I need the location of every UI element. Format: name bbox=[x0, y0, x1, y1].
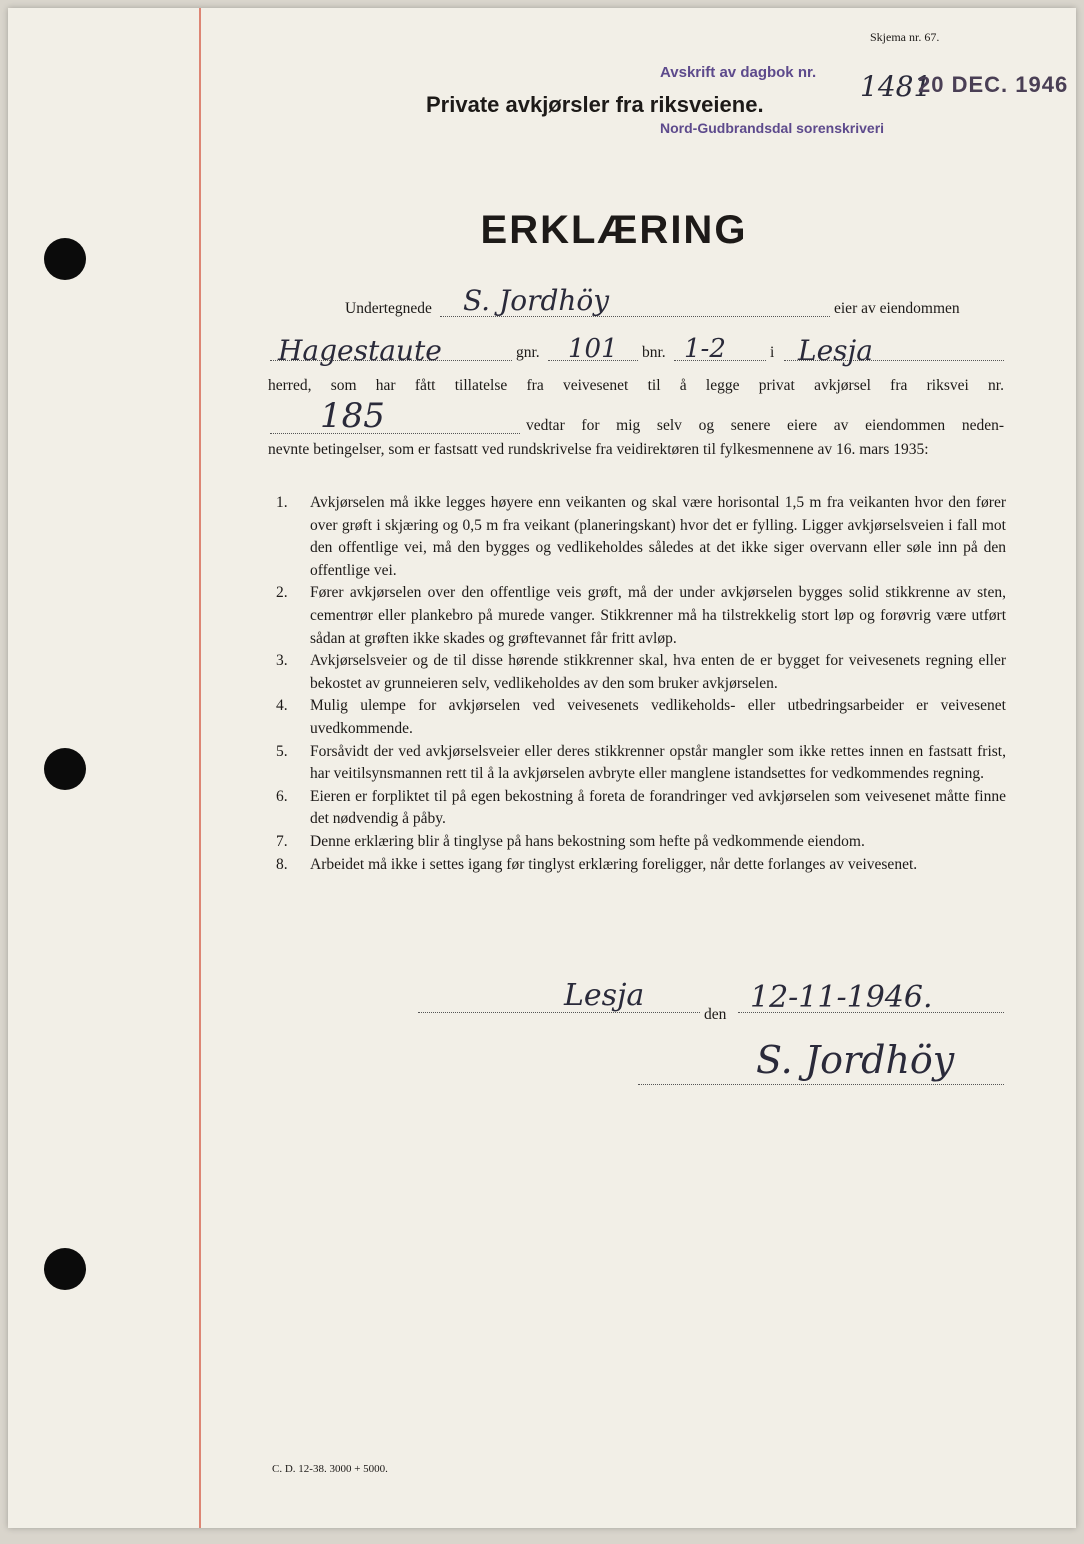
rule-item bbox=[276, 492, 1006, 582]
rule-number: 6. bbox=[276, 787, 288, 805]
stamp-date: 20 DEC. 1946 bbox=[918, 72, 1069, 97]
intro-text: nevnte betingelser, som er fastsatt ved rundskrivelse fra veidirektøren til fylkesmennene av 16. mars 1935: bbox=[268, 441, 929, 458]
rule-text: Avkjørselsveier og de til disse hørende stikkrenner skal, hva enten de er bygget for veivesenets regning eller bekostet av grunneieren selv, vedlikeholdes av den som bruker avkjørselen. bbox=[310, 652, 1006, 692]
stamp-court: Nord-Gudbrandsdal sorenskriveri bbox=[660, 120, 885, 136]
riksvei-line bbox=[270, 433, 520, 434]
signature-date: 12-11-1946. bbox=[750, 980, 933, 1015]
vedtar-text: vedtar for mig selv og senere eiere av eiendommen neden- bbox=[526, 417, 1004, 434]
rule-item bbox=[276, 695, 1006, 740]
signature-place: Lesja bbox=[564, 978, 645, 1013]
den-label: den bbox=[704, 1006, 727, 1023]
signature-line bbox=[638, 1084, 1004, 1085]
dagbok-number: 1481 bbox=[860, 70, 932, 103]
rule-text: Forsåvidt der ved avkjørselsveier eller deres stikkrenner opstår mangler som ikke rettes innen en fastsatt frist, har veitilsynsmannen rett til å la avkjørselen avbryte eller manglene istandsettes for vedkommendes regning. bbox=[310, 742, 1006, 783]
undertegnede-value: S. Jordhöy bbox=[463, 284, 610, 317]
property-name: Hagestaute bbox=[278, 334, 442, 367]
undertegnede-label: Undertegnede bbox=[345, 300, 432, 317]
gnr-label: gnr. bbox=[516, 344, 540, 361]
bnr-value: 1-2 bbox=[684, 334, 726, 364]
rule-item bbox=[276, 650, 1006, 695]
rule-number: 1. bbox=[276, 494, 288, 511]
rule-number: 3. bbox=[276, 652, 288, 670]
footer-print-code: C. D. 12-38. 3000 + 5000. bbox=[272, 1463, 388, 1475]
municipality-value: Lesja bbox=[798, 334, 873, 367]
i-label: i bbox=[770, 344, 775, 361]
place-line bbox=[418, 1012, 700, 1013]
riksvei-value: 185 bbox=[320, 396, 385, 436]
punch-hole bbox=[44, 748, 86, 790]
rule-number: 8. bbox=[276, 855, 288, 873]
rule-number: 5. bbox=[276, 742, 288, 760]
document-page bbox=[8, 8, 1076, 1528]
rules-list bbox=[276, 492, 1006, 876]
rule-text: Avkjørselen må ikke legges høyere enn veikanten og skal være horisontal 1,5 m fra veikanten hvor den fører over grøft i skjæring og 0,5 m fra veikant (planeringskant) hvor det er fylling. Ligger avkjørselsveien i fall mot den offentlige vei, må den bygges og vedlikeholdes således at det ikke siger overvann eller søle inn på den offentlige vei. bbox=[310, 494, 1006, 579]
rule-text: Denne erklæring blir å tinglyse på hans bekostning som hefte på vedkommende eiendom. bbox=[310, 832, 865, 850]
signature: S. Jordhöy bbox=[756, 1038, 955, 1082]
rule-number: 7. bbox=[276, 832, 288, 850]
rule-number: 2. bbox=[276, 584, 288, 602]
gnr-value: 101 bbox=[568, 334, 618, 364]
rule-text: Mulig ulempe for avkjørselen ved veivesenets vedlikeholds- eller utbedringsarbeider er veivesenet uvedkommende. bbox=[310, 697, 1006, 737]
rule-text: Fører avkjørselen over den offentlige veis grøft, må der under avkjørselen bygges solid stikkrenne av sten, cementrør eller plankebro på murede vanger. Stikkrenner må ha tilstrekkelig stort løp og forøvrig være utført sådan at grøften ikke skades og grøftevannet får fritt avløp. bbox=[310, 584, 1006, 647]
stamp-line-1: Avskrift av dagbok nr. bbox=[660, 64, 817, 81]
punch-hole bbox=[44, 1248, 86, 1290]
bnr-label: bnr. bbox=[642, 344, 666, 361]
rule-item bbox=[276, 741, 1006, 786]
rule-item bbox=[276, 854, 1006, 877]
herred-text: herred, som har fått tillatelse fra veivesenet til å legge privat avkjørsel fra riksvei nr. bbox=[268, 377, 1004, 394]
schema-number: Skjema nr. 67. bbox=[870, 30, 940, 44]
rule-item bbox=[276, 582, 1006, 650]
document-title: ERKLÆRING bbox=[480, 208, 748, 252]
rule-text: Eieren er forpliktet til på egen bekostning å foreta de forandringer ved avkjørselen som veivesenet måtte finne det nødvendig å påby. bbox=[310, 787, 1006, 828]
rule-text: Arbeidet må ikke i settes igang før tinglyst erklæring foreligger, når dette forlanges av veivesenet. bbox=[310, 855, 918, 873]
rule-item bbox=[276, 786, 1006, 831]
rule-item bbox=[276, 831, 1006, 854]
rule-number: 4. bbox=[276, 697, 288, 715]
form-heading: Private avkjørsler fra riksveiene. bbox=[426, 92, 764, 117]
eier-label: eier av eiendommen bbox=[834, 300, 960, 317]
